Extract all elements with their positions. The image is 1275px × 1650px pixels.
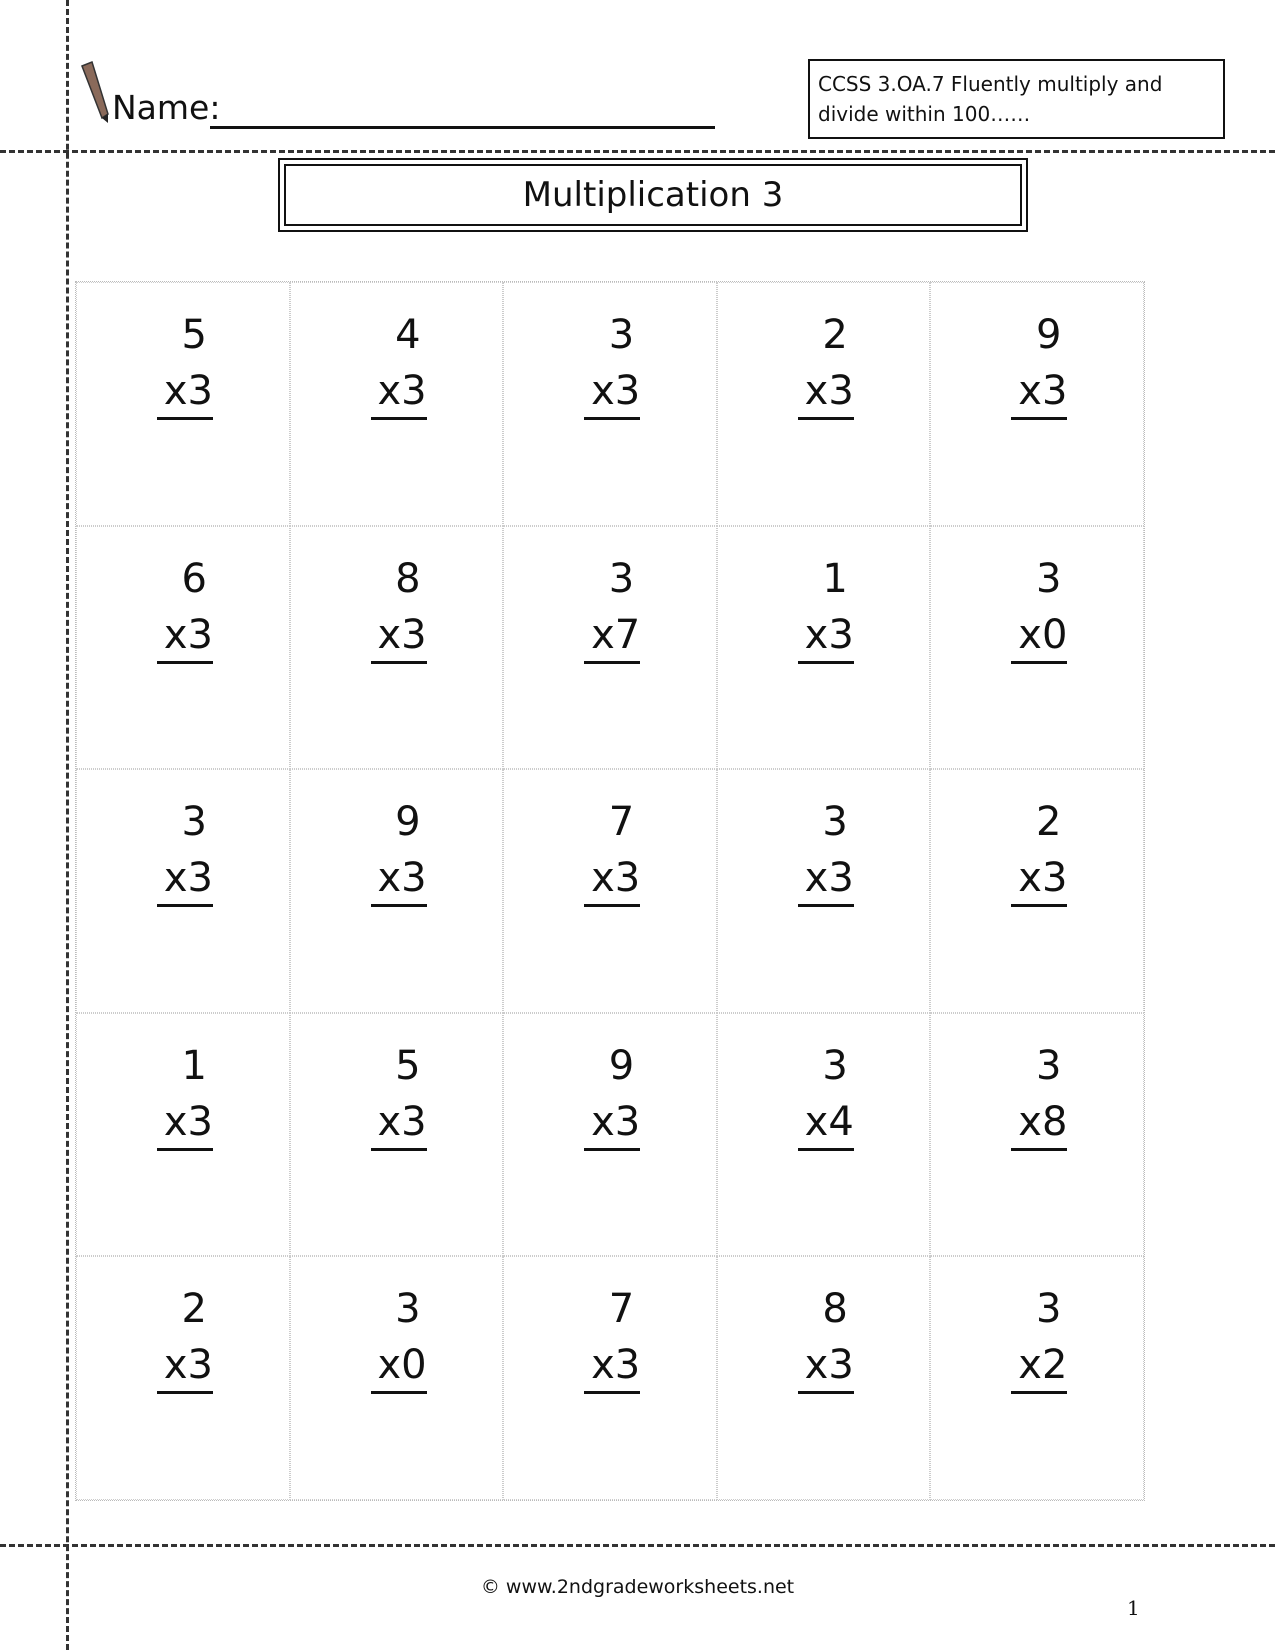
problem-multiplicand: 5 bbox=[181, 312, 207, 358]
problem-multiplicand: 4 bbox=[395, 312, 421, 358]
multiplication-problem bbox=[157, 305, 213, 420]
problem-multiplier: x3 bbox=[584, 1096, 640, 1151]
problem-cell[interactable] bbox=[76, 1013, 290, 1257]
problem-cell[interactable] bbox=[76, 526, 290, 770]
problem-cell[interactable] bbox=[503, 526, 717, 770]
problem-cell[interactable] bbox=[503, 769, 717, 1013]
problem-cell[interactable] bbox=[930, 1013, 1144, 1257]
problem-cell[interactable] bbox=[503, 1013, 717, 1257]
problem-multiplier: x3 bbox=[798, 365, 854, 420]
problem-multiplicand: 8 bbox=[395, 555, 421, 602]
problem-cell[interactable] bbox=[930, 769, 1144, 1013]
problem-multiplier: x3 bbox=[798, 1339, 854, 1394]
problem-cell[interactable] bbox=[290, 769, 504, 1013]
problem-multiplier: x3 bbox=[157, 365, 213, 420]
multiplication-problem bbox=[1011, 792, 1067, 907]
problem-cell[interactable] bbox=[76, 769, 290, 1013]
problem-multiplicand: 7 bbox=[608, 799, 635, 846]
problem-multiplier: x0 bbox=[1011, 609, 1067, 664]
problem-cell[interactable] bbox=[290, 526, 504, 770]
multiplication-problem bbox=[371, 1279, 427, 1394]
problem-cell[interactable] bbox=[76, 282, 290, 526]
problem-cell[interactable] bbox=[503, 282, 717, 526]
problem-cell[interactable] bbox=[717, 769, 931, 1013]
problem-multiplier: x3 bbox=[584, 1339, 640, 1394]
problem-multiplicand: 6 bbox=[181, 555, 207, 602]
problem-multiplier: x3 bbox=[1011, 852, 1067, 907]
problem-multiplicand: 3 bbox=[608, 555, 635, 602]
problem-multiplicand: 1 bbox=[822, 555, 848, 602]
multiplication-problem bbox=[1011, 1036, 1067, 1151]
problem-multiplicand: 3 bbox=[1035, 555, 1062, 602]
problem-multiplicand: 3 bbox=[608, 312, 635, 358]
multiplication-problem bbox=[157, 1279, 213, 1394]
problem-multiplier: x2 bbox=[1011, 1339, 1067, 1394]
name-row bbox=[80, 60, 720, 130]
problem-multiplier: x3 bbox=[798, 852, 854, 907]
multiplication-problem bbox=[584, 305, 640, 420]
problem-multiplier: x3 bbox=[157, 852, 213, 907]
problem-multiplicand: 2 bbox=[181, 1286, 207, 1333]
problem-multiplier: x3 bbox=[157, 609, 213, 664]
problem-multiplicand: 9 bbox=[1035, 312, 1062, 358]
problem-cell[interactable] bbox=[717, 1256, 931, 1500]
problem-multiplicand: 3 bbox=[181, 799, 207, 846]
left-cut-line bbox=[66, 0, 69, 1650]
problem-multiplier: x3 bbox=[371, 852, 427, 907]
problem-cell[interactable] bbox=[717, 526, 931, 770]
problem-cell[interactable] bbox=[717, 1013, 931, 1257]
problem-multiplicand: 9 bbox=[608, 1042, 635, 1089]
problem-cell[interactable] bbox=[930, 526, 1144, 770]
multiplication-problem bbox=[584, 792, 640, 907]
standard-box bbox=[808, 59, 1225, 139]
problem-multiplier: x0 bbox=[371, 1339, 427, 1394]
problem-multiplier: x3 bbox=[371, 609, 427, 664]
problem-multiplicand: 8 bbox=[822, 1286, 848, 1333]
problem-cell[interactable] bbox=[930, 282, 1144, 526]
title-box bbox=[278, 158, 1028, 232]
problem-multiplicand: 5 bbox=[395, 1042, 421, 1089]
problem-cell[interactable] bbox=[290, 1256, 504, 1500]
page-number: 1 bbox=[1127, 1596, 1140, 1620]
standard-text: CCSS 3.OA.7 Fluently multiply and divide within 100…… bbox=[818, 72, 1163, 126]
multiplication-problem bbox=[157, 549, 213, 664]
top-cut-line bbox=[0, 150, 1275, 153]
multiplication-problem bbox=[798, 792, 854, 907]
problem-cell[interactable] bbox=[76, 1256, 290, 1500]
multiplication-problem bbox=[584, 1279, 640, 1394]
multiplication-problem bbox=[1011, 1279, 1067, 1394]
problem-multiplier: x8 bbox=[1011, 1096, 1067, 1151]
multiplication-problem bbox=[371, 305, 427, 420]
page-title: Multiplication 3 bbox=[284, 164, 1022, 226]
problem-multiplicand: 3 bbox=[1035, 1286, 1062, 1333]
multiplication-problem bbox=[584, 1036, 640, 1151]
problem-multiplier: x3 bbox=[371, 365, 427, 420]
multiplication-problem bbox=[584, 549, 640, 664]
name-answer-line[interactable] bbox=[210, 126, 715, 129]
problem-multiplier: x4 bbox=[798, 1096, 854, 1151]
problem-cell[interactable] bbox=[503, 1256, 717, 1500]
problem-multiplicand: 7 bbox=[608, 1286, 635, 1333]
multiplication-problem bbox=[798, 305, 854, 420]
problem-cell[interactable] bbox=[930, 1256, 1144, 1500]
problem-grid bbox=[75, 281, 1145, 1501]
problem-multiplier: x7 bbox=[584, 609, 640, 664]
problem-multiplicand: 3 bbox=[395, 1286, 421, 1333]
problem-multiplicand: 3 bbox=[822, 1042, 848, 1089]
problem-multiplier: x3 bbox=[157, 1096, 213, 1151]
problem-multiplier: x3 bbox=[371, 1096, 427, 1151]
problem-multiplicand: 3 bbox=[822, 799, 848, 846]
multiplication-problem bbox=[798, 549, 854, 664]
footer-site: © www.2ndgradeworksheets.net bbox=[480, 1576, 795, 1598]
problem-multiplier: x3 bbox=[798, 609, 854, 664]
problem-multiplicand: 2 bbox=[1035, 799, 1062, 846]
multiplication-problem bbox=[157, 792, 213, 907]
problem-multiplicand: 9 bbox=[395, 799, 421, 846]
problem-multiplier: x3 bbox=[157, 1339, 213, 1394]
multiplication-problem bbox=[371, 792, 427, 907]
bottom-cut-line bbox=[0, 1544, 1275, 1547]
problem-cell[interactable] bbox=[290, 282, 504, 526]
multiplication-problem bbox=[798, 1036, 854, 1151]
problem-multiplicand: 3 bbox=[1035, 1042, 1062, 1089]
multiplication-problem bbox=[371, 1036, 427, 1151]
multiplication-problem bbox=[1011, 305, 1067, 420]
multiplication-problem bbox=[798, 1279, 854, 1394]
pencil-icon bbox=[80, 60, 116, 124]
problem-multiplier: x3 bbox=[584, 365, 640, 420]
problem-multiplicand: 1 bbox=[181, 1042, 207, 1089]
problem-cell[interactable] bbox=[717, 282, 931, 526]
problem-multiplier: x3 bbox=[1011, 365, 1067, 420]
problem-multiplicand: 2 bbox=[822, 312, 848, 358]
multiplication-problem bbox=[371, 549, 427, 664]
problem-multiplier: x3 bbox=[584, 852, 640, 907]
problem-cell[interactable] bbox=[290, 1013, 504, 1257]
name-label: Name: bbox=[112, 88, 221, 127]
multiplication-problem bbox=[1011, 549, 1067, 664]
multiplication-problem bbox=[157, 1036, 213, 1151]
